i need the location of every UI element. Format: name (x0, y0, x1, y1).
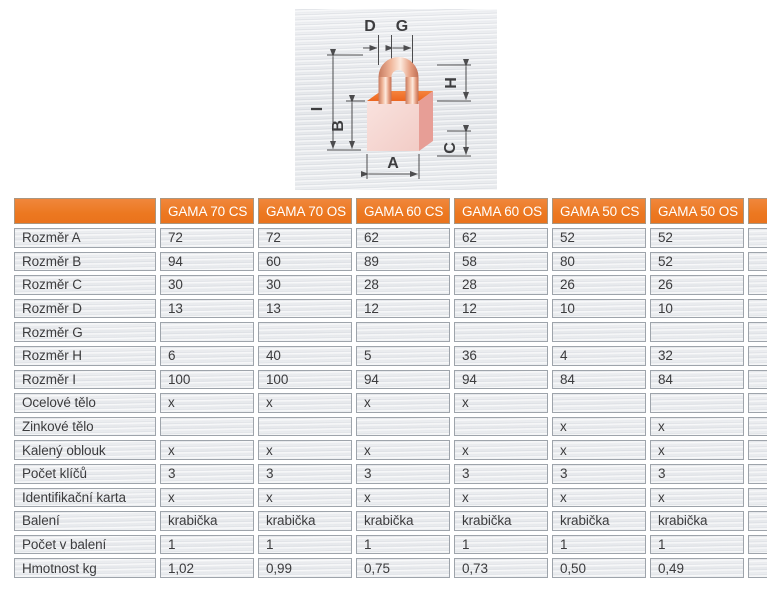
table-cell (552, 322, 646, 342)
table-cell: 62 (454, 228, 548, 248)
clipped-cell (748, 252, 767, 272)
table-cell: 0,75 (356, 558, 450, 578)
table-cell: 0,73 (454, 558, 548, 578)
dim-label-c: C (442, 142, 459, 154)
table-cell (454, 417, 548, 437)
table-cell: 6 (160, 346, 254, 366)
table-cell: 10 (650, 299, 744, 319)
table-cell: 13 (258, 299, 352, 319)
table-cell: 0,49 (650, 558, 744, 578)
row-label: Identifikační karta (14, 488, 156, 508)
table-cell: 13 (160, 299, 254, 319)
table-cell: 89 (356, 252, 450, 272)
table-cell: 3 (454, 464, 548, 484)
clipped-cell (748, 370, 767, 390)
clipped-column-header (748, 198, 767, 224)
column-header: GAMA 50 CS (552, 198, 646, 224)
table-cell: 84 (650, 370, 744, 390)
table-cell: 26 (552, 275, 646, 295)
row-label: Ocelové tělo (14, 393, 156, 413)
row-label: Počet v balení (14, 535, 156, 555)
clipped-cell (748, 322, 767, 342)
table-cell: x (160, 440, 254, 460)
table-cell (650, 322, 744, 342)
row-label: Rozměr C (14, 275, 156, 295)
row-label: Rozměr G (14, 322, 156, 342)
clipped-cell (748, 464, 767, 484)
table-cell: x (356, 440, 450, 460)
table-cell: 5 (356, 346, 450, 366)
table-cell: x (356, 393, 450, 413)
column-header: GAMA 60 CS (356, 198, 450, 224)
table-cell: x (552, 440, 646, 460)
clipped-cell (748, 393, 767, 413)
row-label: Rozměr I (14, 370, 156, 390)
table-cell (258, 322, 352, 342)
spec-table (14, 198, 767, 579)
table-cell: krabička (160, 511, 254, 531)
table-cell: x (160, 393, 254, 413)
table-cell: 52 (552, 228, 646, 248)
table-cell: 1 (454, 535, 548, 555)
table-cell (650, 393, 744, 413)
table-cell: krabička (650, 511, 744, 531)
clipped-cell (748, 535, 767, 555)
row-label: Zinkové tělo (14, 417, 156, 437)
table-cell: 0,99 (258, 558, 352, 578)
row-label: Rozměr B (14, 252, 156, 272)
table-cell: krabička (356, 511, 450, 531)
column-header: GAMA 70 OS (258, 198, 352, 224)
spec-table-grid (14, 198, 767, 578)
table-cell: krabička (258, 511, 352, 531)
table-cell (454, 322, 548, 342)
dim-label-d: D (364, 18, 376, 35)
table-cell: 28 (454, 275, 548, 295)
table-cell: 3 (650, 464, 744, 484)
padlock-body-front (367, 101, 419, 151)
table-cell: 84 (552, 370, 646, 390)
clipped-cell (748, 299, 767, 319)
table-cell: 3 (552, 464, 646, 484)
row-label: Hmotnost kg (14, 558, 156, 578)
table-cell: x (258, 440, 352, 460)
table-cell: 30 (258, 275, 352, 295)
table-cell: x (552, 417, 646, 437)
dim-label-i: I (309, 106, 326, 112)
table-cell: 1 (160, 535, 254, 555)
table-cell: 94 (160, 252, 254, 272)
table-cell: 94 (454, 370, 548, 390)
table-cell: 52 (650, 228, 744, 248)
dim-label-a: A (387, 155, 399, 172)
column-header: GAMA 50 OS (650, 198, 744, 224)
table-cell: 30 (160, 275, 254, 295)
table-cell: x (160, 488, 254, 508)
table-cell (552, 393, 646, 413)
clipped-cell (748, 440, 767, 460)
dim-label-b: B (330, 120, 347, 132)
padlock-body-side (419, 91, 433, 151)
table-cell (160, 417, 254, 437)
clipped-cell (748, 275, 767, 295)
table-cell: 36 (454, 346, 548, 366)
table-cell: 28 (356, 275, 450, 295)
table-cell: 3 (356, 464, 450, 484)
table-cell: 100 (160, 370, 254, 390)
table-cell: x (650, 440, 744, 460)
padlock-shackle-right-leg (406, 77, 419, 104)
row-label: Počet klíčů (14, 464, 156, 484)
table-cell (356, 322, 450, 342)
table-cell: krabička (454, 511, 548, 531)
table-cell: 1,02 (160, 558, 254, 578)
table-cell: x (454, 440, 548, 460)
table-cell: 60 (258, 252, 352, 272)
table-cell: x (356, 488, 450, 508)
table-cell: 72 (160, 228, 254, 248)
clipped-cell (748, 558, 767, 578)
table-cell: 0,50 (552, 558, 646, 578)
dim-label-g: G (395, 18, 409, 35)
table-cell: 1 (650, 535, 744, 555)
table-cell: 26 (650, 275, 744, 295)
table-cell: x (454, 393, 548, 413)
table-cell: x (552, 488, 646, 508)
row-label: Rozměr D (14, 299, 156, 319)
clipped-cell (748, 511, 767, 531)
dim-label-h: H (443, 77, 460, 89)
table-cell: 1 (258, 535, 352, 555)
table-cell: 94 (356, 370, 450, 390)
corner-header (14, 198, 156, 224)
padlock-diagram-svg (295, 9, 497, 190)
padlock-illustration (367, 57, 433, 151)
table-cell: 62 (356, 228, 450, 248)
table-cell: 1 (356, 535, 450, 555)
column-header: GAMA 60 OS (454, 198, 548, 224)
table-cell: x (258, 488, 352, 508)
row-label: Balení (14, 511, 156, 531)
clipped-cell (748, 488, 767, 508)
table-cell: x (454, 488, 548, 508)
padlock-diagram (295, 9, 497, 190)
table-cell: 72 (258, 228, 352, 248)
table-cell: 4 (552, 346, 646, 366)
row-label: Rozměr H (14, 346, 156, 366)
padlock-shackle-left-leg (379, 77, 392, 104)
table-cell: 52 (650, 252, 744, 272)
table-cell: 10 (552, 299, 646, 319)
table-cell (356, 417, 450, 437)
table-cell: 100 (258, 370, 352, 390)
row-label: Rozměr A (14, 228, 156, 248)
table-cell: 58 (454, 252, 548, 272)
table-cell: 3 (160, 464, 254, 484)
table-cell: 1 (552, 535, 646, 555)
table-cell: 12 (356, 299, 450, 319)
table-cell: 80 (552, 252, 646, 272)
table-cell (258, 417, 352, 437)
table-cell: x (258, 393, 352, 413)
table-cell: 3 (258, 464, 352, 484)
table-cell (160, 322, 254, 342)
clipped-cell (748, 228, 767, 248)
table-cell: krabička (552, 511, 646, 531)
clipped-cell (748, 417, 767, 437)
table-cell: x (650, 488, 744, 508)
table-cell: 32 (650, 346, 744, 366)
row-label: Kalený oblouk (14, 440, 156, 460)
column-header: GAMA 70 CS (160, 198, 254, 224)
table-cell: 40 (258, 346, 352, 366)
table-cell: 12 (454, 299, 548, 319)
table-cell: x (650, 417, 744, 437)
clipped-cell (748, 346, 767, 366)
